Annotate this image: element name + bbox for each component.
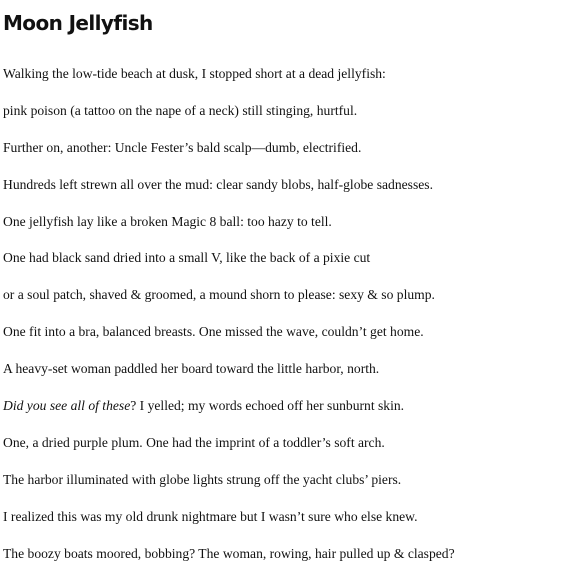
poem-line: I realized this was my old drunk nightmare but I wasn’t sure who else knew. <box>3 508 418 524</box>
poem-line: The harbor illuminated with globe lights strung off the yacht clubs’ piers. <box>3 471 402 487</box>
poem-title: Moon Jellyfish <box>3 11 153 35</box>
poem-line: A heavy-set woman paddled her board toward the little harbor, north. <box>3 361 380 377</box>
poem-line: One had black sand dried into a small V, like the back of a pixie cut <box>3 250 371 266</box>
poem-line: The boozy boats moored, bobbing? The woman, rowing, hair pulled up & clasped? <box>3 545 455 561</box>
poem <box>3 9 563 561</box>
poem-line: Walking the low-tide beach at dusk, I stopped short at a dead jellyfish: <box>3 66 386 81</box>
poem-line: One fit into a bra, balanced breasts. One missed the wave, couldn’t get home. <box>3 324 424 340</box>
poem-line: Further on, another: Uncle Fester’s bald scalp—dumb, electrified. <box>3 139 362 155</box>
poem-line: pink poison (a tattoo on the nape of a neck) still stinging, hurtful. <box>3 102 358 118</box>
poem-line <box>3 397 455 415</box>
poem-line: One, a dried purple plum. One had the imprint of a toddler’s soft arch. <box>3 434 385 450</box>
poem-line: or a soul patch, shaved & groomed, a mound shorn to please: sexy & so plump. <box>3 287 435 303</box>
poem-line: Hundreds left strewn all over the mud: clear sandy blobs, half-globe sadnesses. <box>3 176 433 192</box>
poem-line: One jellyfish lay like a broken Magic 8 ball: too hazy to tell. <box>3 213 332 229</box>
poem-line-italic: Did you see all of these <box>3 398 131 414</box>
poem-line-rest: ? I yelled; my words echoed off her sunburnt skin. <box>130 398 405 414</box>
poem-body <box>3 65 455 581</box>
